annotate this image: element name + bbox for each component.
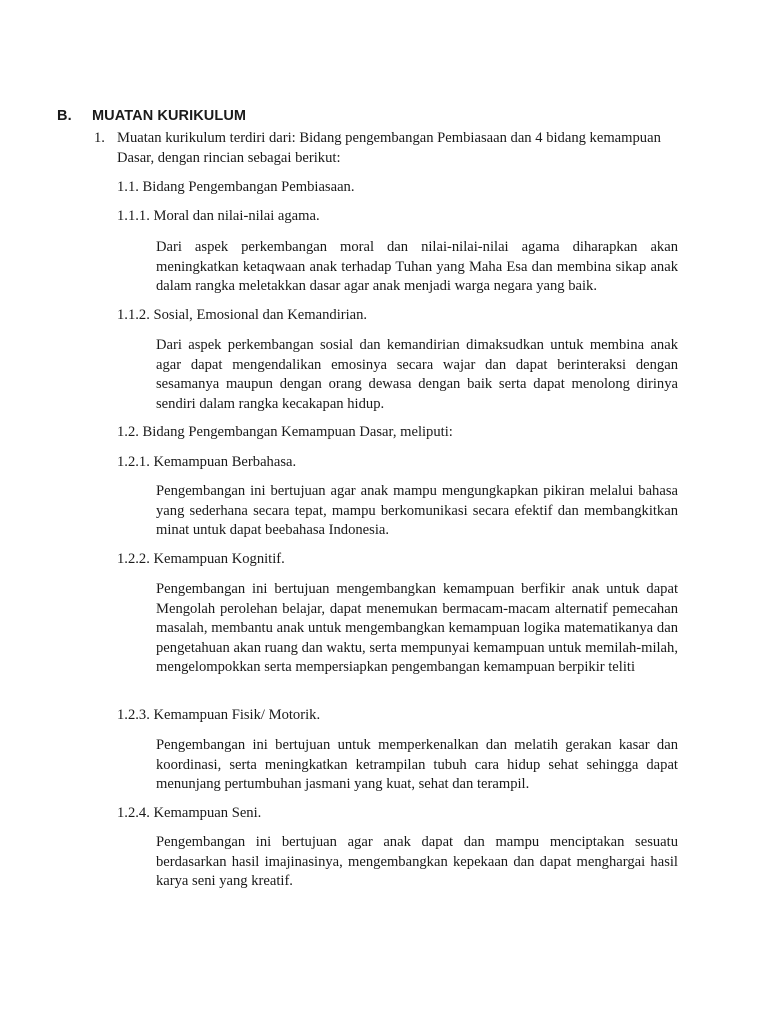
paragraph-berbahasa: Pengembangan ini bertujuan agar anak mampu mengungkapkan pikiran melalui bahasa yang sederhana secara tepat, mampu berkomunikasi secara efektif dan membangkitkan minat untuk dapat beebahasa Indonesia.: [156, 483, 678, 539]
paragraph-sosial-emosional: Dari aspek perkembangan sosial dan kemandirian dimaksudkan untuk membina anak agar dapat mengendalikan emosinya secara wajar dan dapat berinteraksi dengan sesamanya maupun dengan orang dewasa dengan baik serta dapat menolong dirinya sendiri dalam rangka kecakapan hidup.: [156, 337, 678, 412]
subsection-heading-1-1-2: 1.1.2. Sosial, Emosional dan Kemandirian.: [117, 307, 368, 323]
subsection-heading-1-2-1: 1.2.1. Kemampuan Berbahasa.: [117, 454, 297, 470]
subsection-heading-1-1-1: 1.1.1. Moral dan nilai-nilai agama.: [117, 208, 320, 224]
subsection-heading-1-1: 1.1. Bidang Pengembangan Pembiasaan.: [117, 179, 355, 195]
subsection-heading-1-2-2: 1.2.2. Kemampuan Kognitif.: [117, 551, 285, 567]
paragraph-seni: Pengembangan ini bertujuan agar anak dapat dan mampu menciptakan sesuatu berdasarkan hasil imajinasinya, mengembangkan kepekaan dan dapat menghargai hasil karya seni yang kreatif.: [156, 834, 678, 890]
subsection-heading-1-2-4: 1.2.4. Kemampuan Seni.: [117, 805, 262, 821]
subsection-heading-1-2-3: 1.2.3. Kemampuan Fisik/ Motorik.: [117, 707, 321, 723]
paragraph-fisik-motorik: Pengembangan ini bertujuan untuk memperkenalkan dan melatih gerakan kasar dan koordinasi, serta meningkatkan ketrampilan tubuh cara hidup sehat sehingga dapat menunjang pertumbuhan jasmani yang kuat, sehat dan terampil.: [156, 737, 678, 793]
section-letter: B.: [57, 108, 72, 124]
intro-number: 1.: [94, 130, 105, 146]
section-title: MUATAN KURIKULUM: [92, 108, 247, 124]
intro-text: Muatan kurikulum terdiri dari: Bidang pengembangan Pembiasaan dan 4 bidang kemampuan Dasar, dengan rincian sebagai berikut:: [117, 130, 661, 166]
section-heading: [57, 108, 246, 124]
subsection-heading-1-2: 1.2. Bidang Pengembangan Kemampuan Dasar, meliputi:: [117, 424, 453, 440]
paragraph-moral-agama: Dari aspek perkembangan moral dan nilai-nilai-nilai agama diharapkan akan meningkatkan ketaqwaan anak terhadap Tuhan yang Maha Esa dan membina sikap anak dalam rangka meletakkan dasar agar anak menjadi warga negara yang baik.: [156, 239, 678, 295]
paragraph-kognitif: Pengembangan ini bertujuan mengembangkan kemampuan berfikir anak untuk dapat Mengolah perolehan belajar, dapat menemukan bermacam-macam alternatif pemecahan masalah, membantu anak untuk mengembangkan kemampuan logika matematikanya dan pengetahuan akan ruang dan waktu, serta mempunyai kemampuan untuk memilah-milah, mengelompokkan serta mempersiapkan pengembangan kemampuan berpikir teliti: [156, 581, 678, 676]
intro-item: [94, 129, 678, 168]
